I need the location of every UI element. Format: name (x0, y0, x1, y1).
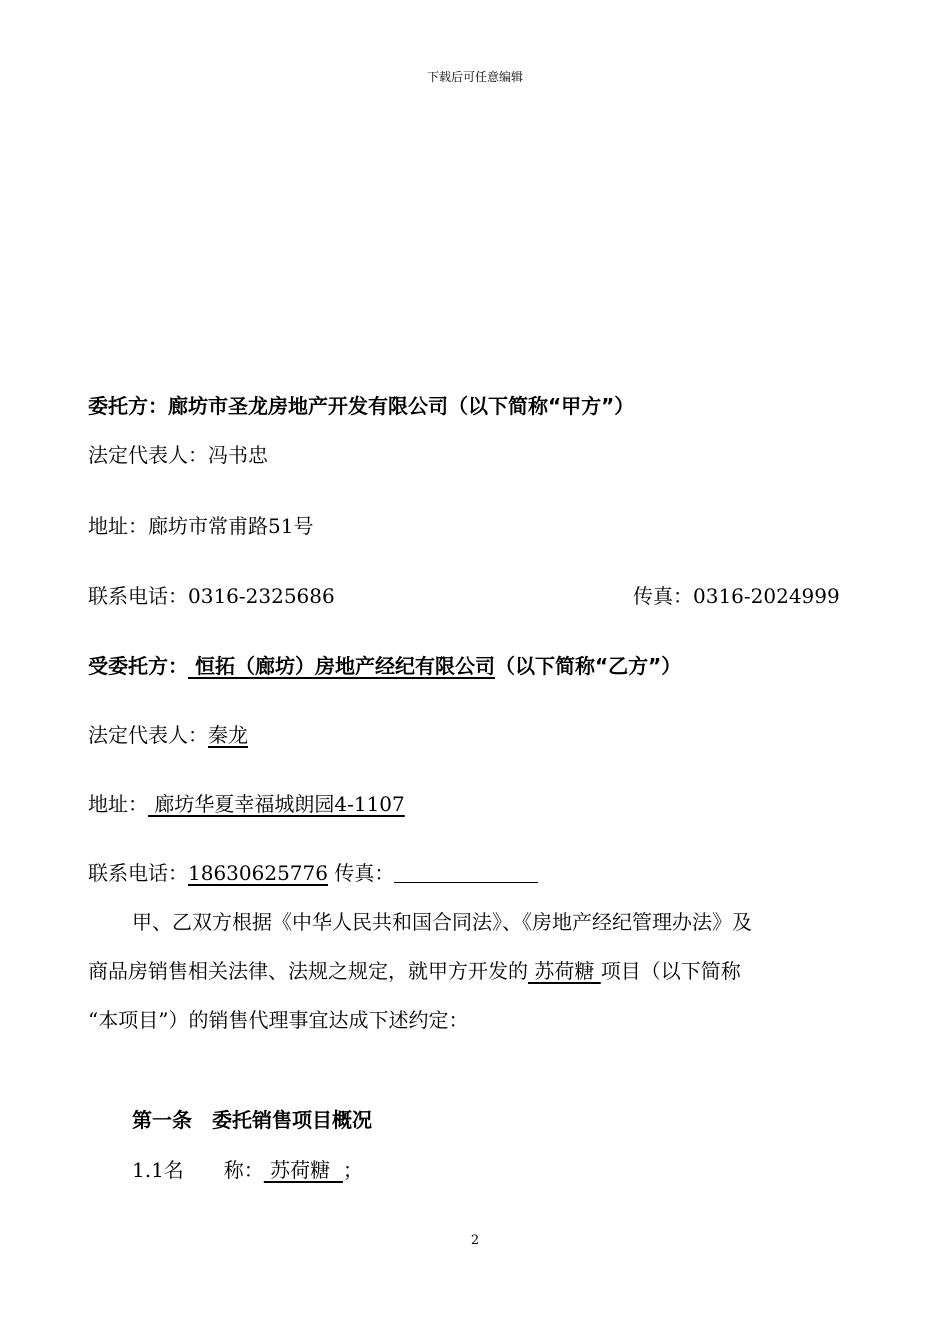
party-a-addr-line (88, 512, 313, 540)
party-a-rep-line (88, 441, 268, 469)
party-b-name-suffix: （以下简称“乙方”） (494, 654, 682, 678)
party-b-phone: 18630625776 (188, 861, 328, 885)
party-a-addr: 廊坊市常甫路51号 (148, 514, 314, 538)
intro-line-3: “本项目”）的销售代理事宜达成下述约定： (88, 1008, 469, 1032)
party-b-rep-label: 法定代表人： (88, 723, 208, 747)
intro-line-1: 甲、乙双方根据《中华人民共和国合同法》、《房地产经纪管理办法》及 (132, 910, 752, 934)
party-b-addr-label: 地址： (88, 792, 148, 816)
header-note: 下载后可任意编辑 (426, 70, 523, 84)
party-a-fax-label: 传真： (633, 584, 693, 608)
party-b-rep: 秦龙 (208, 723, 248, 747)
party-b-addr: 廊坊华夏幸福城朗园4-1107 (148, 792, 405, 816)
intro-line-2-prefix: 商品房销售相关法律、法规之规定，就甲方开发的 (88, 959, 528, 983)
party-a-label: 委托方： (88, 394, 168, 418)
party-b-name: 恒拓（廊坊）房地产经纪有限公司 (194, 654, 495, 678)
party-b-label: 受委托方： (88, 654, 188, 678)
item-1-end: ； (342, 1158, 363, 1182)
party-b-contact-line (88, 859, 538, 887)
party-a-phone-label: 联系电话： (88, 584, 188, 608)
party-a-phone: 0316-2325686 (188, 584, 335, 608)
page-number: 2 (470, 1233, 480, 1248)
party-b-phone-label: 联系电话： (88, 861, 188, 885)
intro-line-2 (88, 957, 741, 985)
intro-line-2-suffix: 项目（以下简称 (600, 959, 741, 983)
party-b-name-pad (188, 654, 195, 678)
article-1-item-1 (132, 1156, 363, 1184)
party-a-rep: 冯书忠 (208, 443, 268, 467)
party-a-contact-line (88, 582, 888, 610)
party-b-rep-line (88, 721, 248, 749)
item-1-value: 苏荷糖 (263, 1158, 343, 1182)
party-a-line (88, 392, 634, 420)
party-a-addr-label: 地址： (88, 514, 148, 538)
party-a-name: 廊坊市圣龙房地产开发有限公司（以下简称“甲方”） (168, 394, 635, 418)
item-1-label: 1.1名 称： (132, 1158, 264, 1182)
party-a-fax: 0316-2024999 (693, 584, 840, 608)
article-1-heading: 第一条 委托销售项目概况 (132, 1108, 372, 1132)
party-b-fax-blank (394, 860, 538, 883)
party-b-addr-line (88, 790, 405, 818)
party-a-fax-group (633, 582, 840, 610)
project-name: 苏荷糖 (528, 959, 601, 983)
party-b-line (88, 652, 681, 680)
party-b-fax-label: 传真： (327, 861, 395, 885)
party-a-rep-label: 法定代表人： (88, 443, 208, 467)
